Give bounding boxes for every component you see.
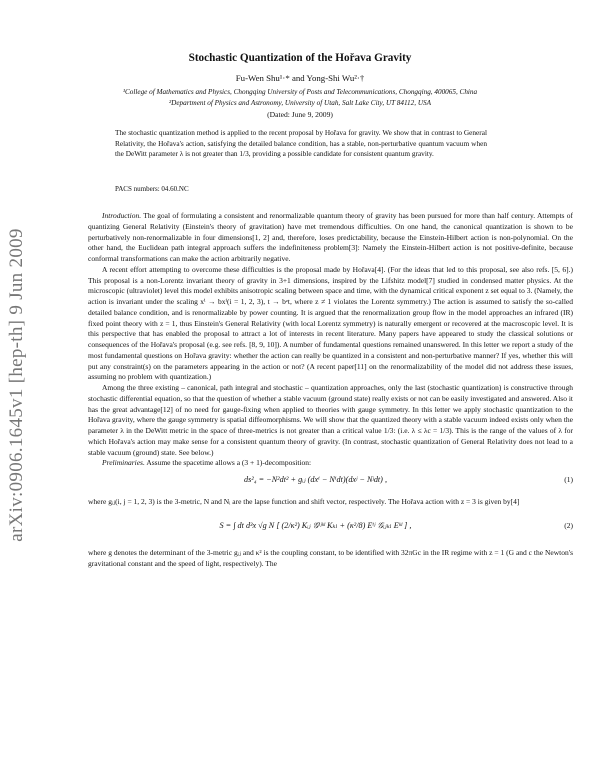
equation-2-number: (2) xyxy=(564,520,573,530)
date-line: (Dated: June 9, 2009) xyxy=(267,110,333,119)
equation-2-expression: S = ∫ dt d³x √g N [ (2/κ²) Kᵢⱼ 𝒢ⁱʲᵏˡ Kₖₗ + (κ²/8) Eⁱʲ 𝒢ᵢⱼₖₗ Eᵏˡ ] , xyxy=(219,520,412,530)
pacs-numbers: PACS numbers: 04.60.NC xyxy=(115,185,189,193)
equation-1-number: (1) xyxy=(564,475,573,484)
paragraph-horava-proposal: A recent effort attempting to overcome these difficulties is the proposal made by Hořava[4]. (For the ideas that led to this proposal, see also refs. [5, 6].) This proposal is a non-Lorentz invariant theory of gravity in 3+1 dimensions, inspired by the Lifshitz model[7] studied in condensed matter physics. At the microscopic (ultraviolet) level this model exhibits anisotropic scaling between space and time, with the dynamical critical exponent z set equal to 3. (Namely, the action is invariant under the scaling xⁱ → bxⁱ(i = 1, 2, 3), t → bᶻt, where z ≠ 1 violates the Lorentz symmetry.) The action is assumed to satisfy the so-called detailed balance condition, and is renormalizable by power counting. It is argued that the renormalization group flow in the model approaches an infrared (IR) fixed point theory with z = 1, thus Einstein's General Relativity (with local Lorentz symmetry) is naturally emergent or recovered at the macroscopic level. It is this perspective that has enabled the proposal to attract a lot of interests in recent literature. Many papers have appeared to study the classical solutions or consequences of the Hořava's proposal (e.g. see refs. [8, 9, 10]). A number of fundamental questions remained unanswered. In this letter we report a study of the most fundamental questions on Hořava gravity: whether the action can really be quantized in a consistent and non-perturbative manner? If yes, whether this will put any constraint(s) on the parameters appearing in the action or not? (A recent paper[11] on the renormalizability of the model did not address these issues, assuming no problem with quantization.) xyxy=(88,264,573,382)
paper-title: Stochastic Quantization of the Hořava Gravity xyxy=(188,52,412,64)
paragraph-preliminaries xyxy=(88,458,573,469)
paragraph-text: The goal of formulating a consistent and renormalizable quantum theory of gravity has been pursued for more than half century. Attempts of quantizing General Relativity (Einstein's theory of gravitation) have met tremendous difficulties. On one hand, the canonical quantization is shown to be perturbatively non-renormalizable in four dimensions[1, 2] and, therefore, loses predictability, because the Einstein-Hilbert action is non-polynomial. On the other hand, the Euclidean path integral approach suffers the indefiniteness problem[3]: Namely the Einstein-Hilbert action is not positive-definite, because conformal transformations can make the action arbitrarily negative. xyxy=(88,211,573,263)
paper-body xyxy=(88,211,573,569)
paragraph-text: Assume the spacetime allows a (3 + 1)-decomposition: xyxy=(146,458,312,468)
section-lead-preliminaries: Preliminaries. xyxy=(102,458,145,468)
paragraph-coupling-constant: where g denotes the determinant of the 3-metric gᵢⱼ and κ² is the coupling constant, to be identified with 32πGc in the IR regime with z = 1 (G and c the Newton's gravitational constant and the speed of light, respectively). The xyxy=(88,547,573,568)
arxiv-identifier: arXiv:0906.1645v1 [hep-th] 9 Jun 2009 xyxy=(6,228,27,542)
affiliation-2: ²Department of Physics and Astronomy, University of Utah, Salt Lake City, UT 84112, USA xyxy=(168,99,432,107)
arxiv-sidebar xyxy=(2,210,32,560)
section-lead-introduction: Introduction. xyxy=(102,211,142,220)
paragraph-introduction xyxy=(88,211,573,265)
authors: Fu-Wen Shu¹·* and Yong-Shi Wu²·† xyxy=(235,73,365,83)
abstract: The stochastic quantization method is applied to the recent proposal by Hořava for gravity. We show that in contrast to General Relativity, the Hořava's action, satisfying the detailed balance condition, has a stable, non-perturbative quantum vacuum when the DeWitt parameter λ is not greater than 1/3, providing a possible candidate for consistent quantum gravity. xyxy=(115,128,487,159)
paragraph-metric-definition: where gᵢⱼ(i, j = 1, 2, 3) is the 3-metric, N and Nᵢ are the lapse function and shift vector, respectively. The Hořava action with z = 3 is given by[4] xyxy=(88,497,520,506)
paragraph-quantization-approaches: Among the three existing – canonical, path integral and stochastic – quantization approaches, only the last (stochastic quantization) is constructive through stochastic differential equation, so that the question of whether a stable vacuum (ground state) really exists or not can be easily investigated and answered. Also it has the great advantage[12] of no need for gauge-fixing when applied to theories with gauge symmetry. In this letter we apply stochastic quantization to the Hořava gravity, where the gauge symmetry is spatial diffeomorphisms. We will show that the quantized theory with a stable vacuum indeed exists only when the parameter λ in the DeWitt metric in the space of three-metrics is not greater than a critical value 1/3: (i.e. λ ≤ λc = 1/3). This is the range of the values of λ for which Hořava's action may make sense for a consistent quantum theory of gravity. (In contrast, stochastic quantization of General Relativity does not lead to a stable vacuum (ground) state. See below.) xyxy=(88,383,573,457)
affiliation-1: ¹College of Mathematics and Physics, Chongqing University of Posts and Telecommunications, Chongqing, 400065, China xyxy=(122,88,478,96)
equation-2 xyxy=(88,511,573,545)
equation-1-expression: ds²₄ = −N²dt² + gᵢⱼ (dxⁱ − Nⁱdt)(dxʲ − Nʲdt) , xyxy=(243,475,388,484)
equation-1 xyxy=(88,472,573,494)
